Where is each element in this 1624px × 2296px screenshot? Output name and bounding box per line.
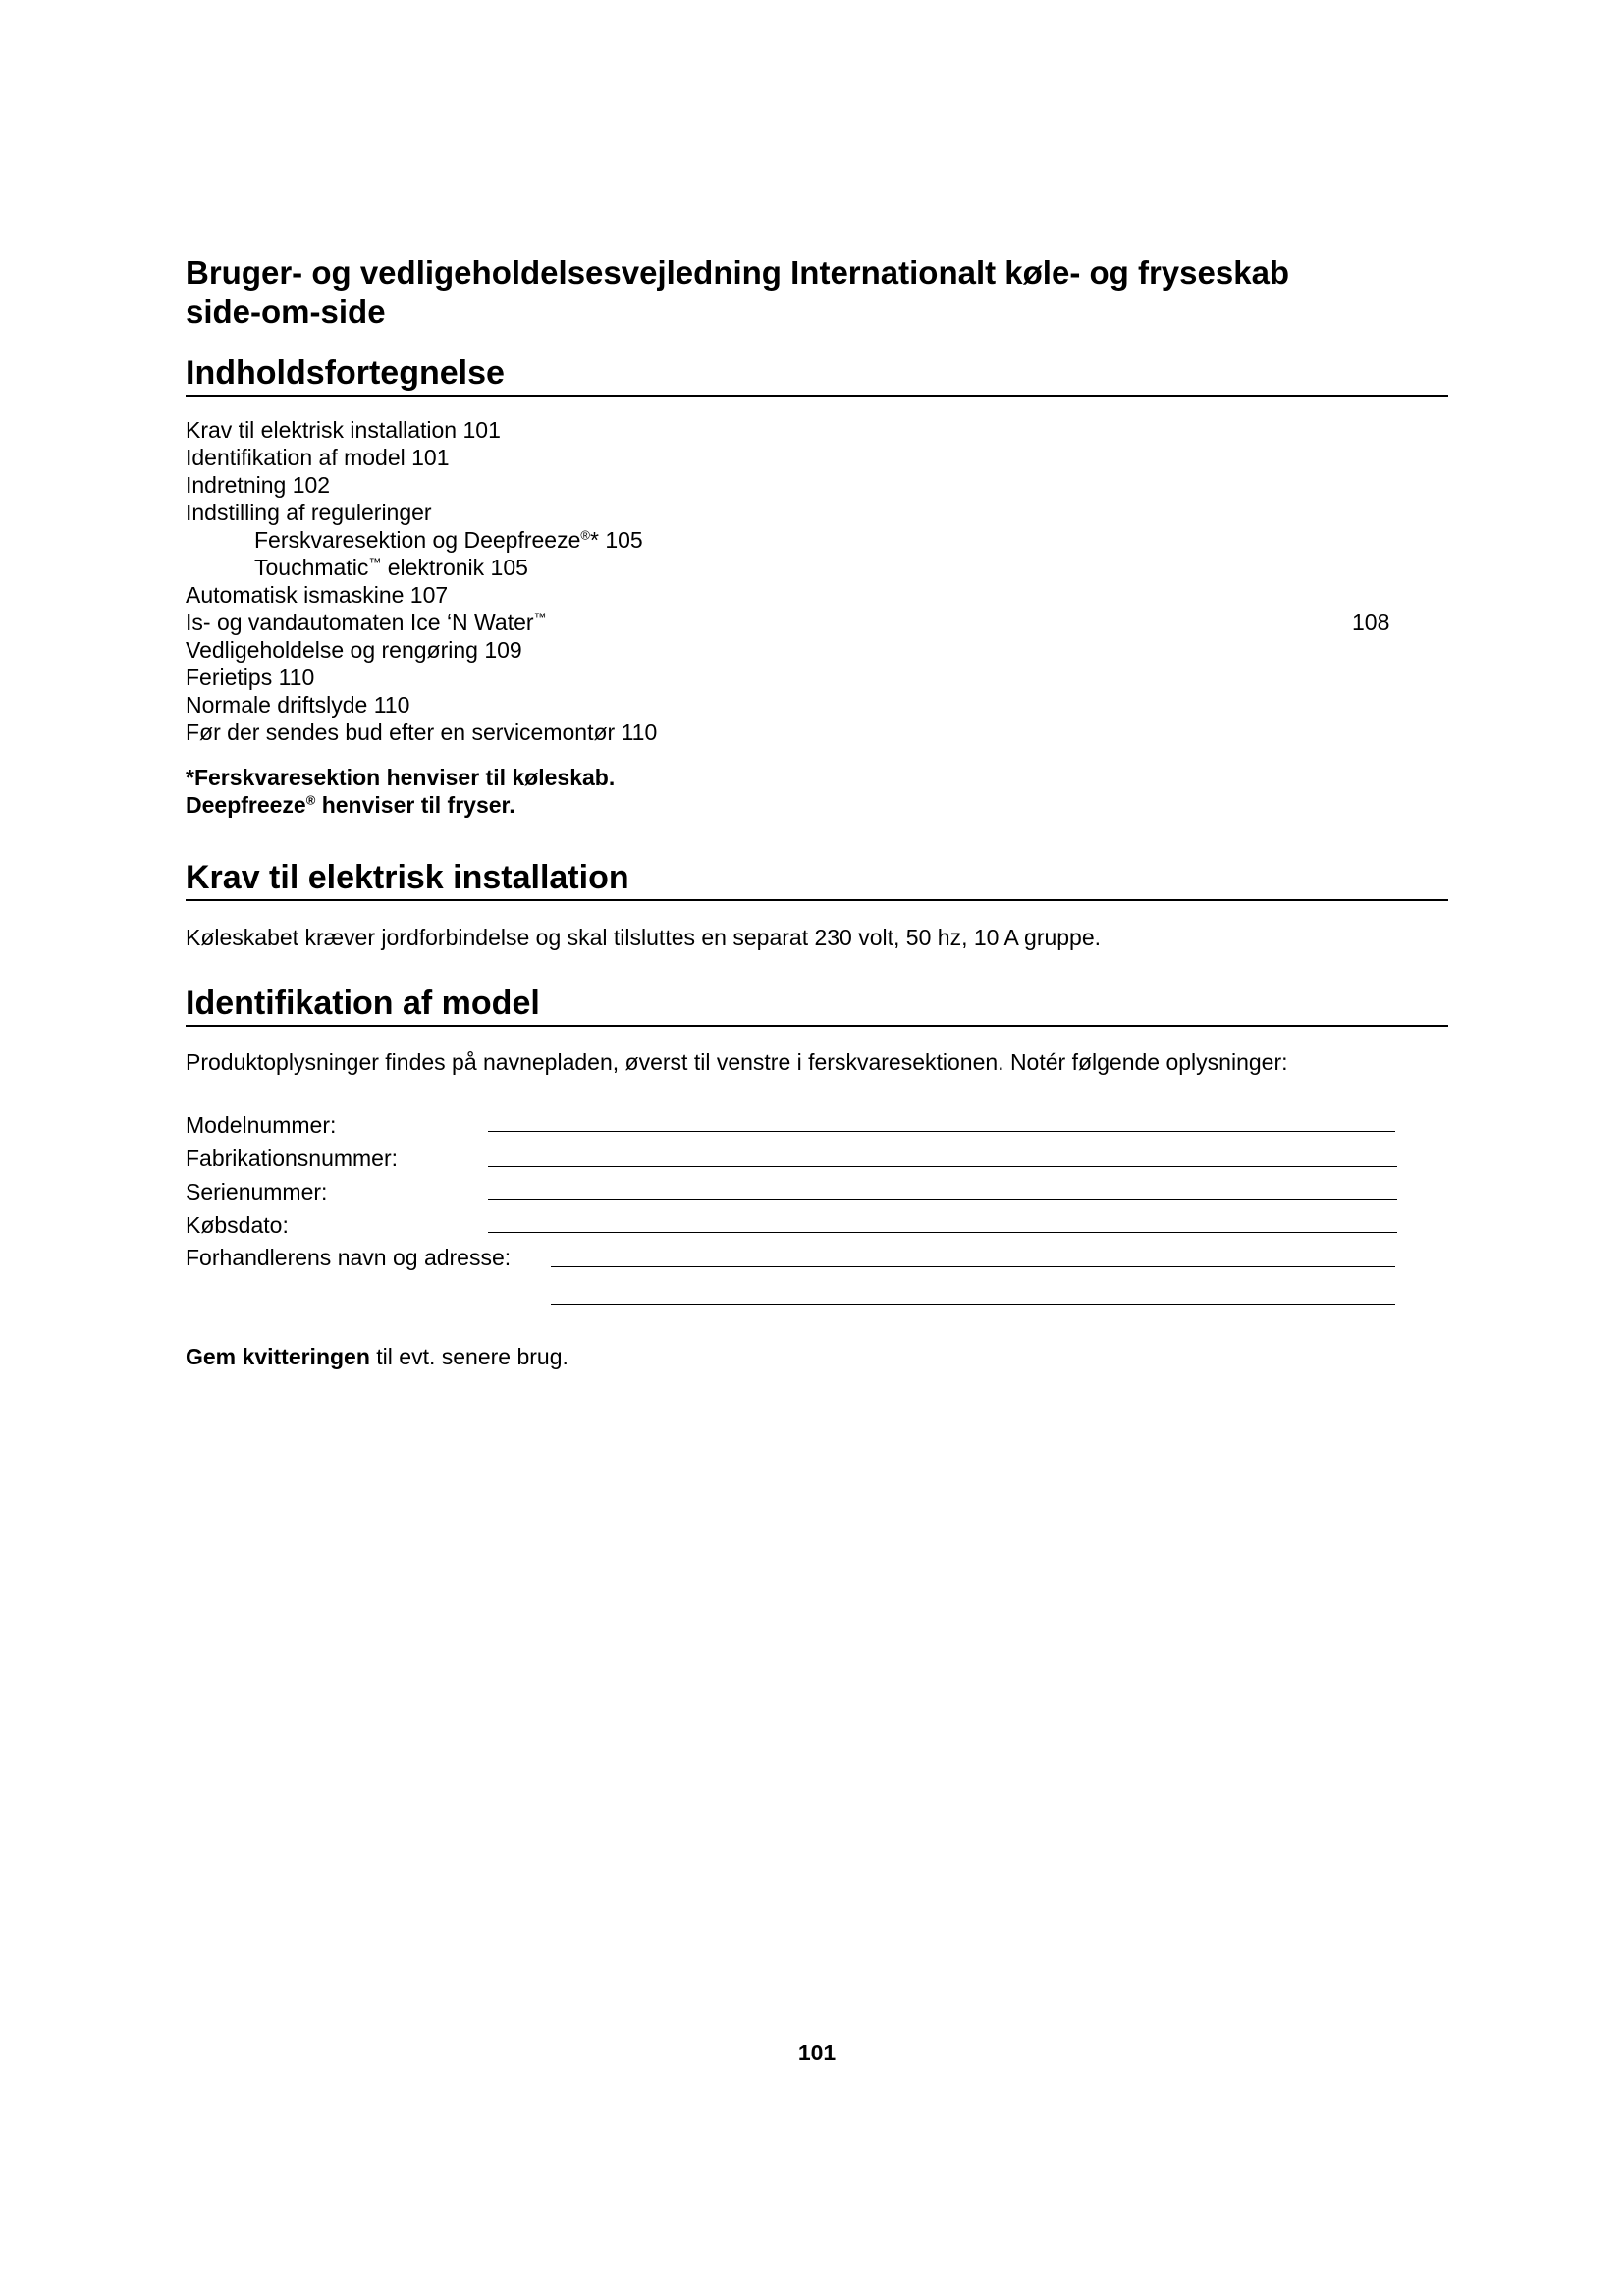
- serial-number-field[interactable]: [488, 1199, 1397, 1200]
- toc-item[interactable]: Før der sendes bud efter en servicemontør 110: [186, 720, 658, 745]
- toc-item[interactable]: Identifikation af model 101: [186, 445, 450, 470]
- receipt-note: Gem kvitteringen til evt. senere brug.: [186, 1344, 568, 1369]
- electrical-text: Køleskabet kræver jordforbindelse og skal tilsluttes en separat 230 volt, 50 hz, 10 A gruppe.: [186, 925, 1102, 950]
- toc-item[interactable]: Automatisk ismaskine 107: [186, 582, 449, 608]
- field-label: Serienummer:: [186, 1179, 328, 1204]
- toc-item[interactable]: Krav til elektrisk installation 101: [186, 417, 501, 443]
- field-label: Modelnummer:: [186, 1112, 337, 1138]
- document-page: [186, 0, 1448, 2296]
- field-label: Fabrikationsnummer:: [186, 1146, 399, 1171]
- toc-item[interactable]: Normale driftslyde 110: [186, 692, 410, 718]
- serial-number-row: [186, 1178, 327, 1207]
- identification-intro: Produktoplysninger findes på navnepladen, øverst til venstre i ferskvaresektionen. Notér følgende oplysninger:: [186, 1049, 1288, 1075]
- field-label: Købsdato:: [186, 1212, 289, 1238]
- document-title: Bruger- og vedligeholdelsesvejledning Internationalt køle- og fryseskab side-om-side: [186, 254, 1290, 330]
- dealer-address-field[interactable]: [551, 1304, 1395, 1305]
- dealer-row: [186, 1244, 511, 1273]
- dealer-name-field[interactable]: [551, 1266, 1395, 1267]
- model-number-row: [186, 1111, 336, 1141]
- manufacturing-number-row: [186, 1145, 398, 1174]
- toc-footnote: [186, 764, 615, 819]
- field-label: Forhandlerens navn og adresse:: [186, 1245, 512, 1270]
- electrical-heading: Krav til elektrisk installation: [186, 858, 1448, 901]
- toc-item[interactable]: Indretning 102: [186, 472, 331, 498]
- toc-item[interactable]: Vedligeholdelse og rengøring 109: [186, 637, 522, 663]
- manufacturing-number-field[interactable]: [488, 1166, 1397, 1167]
- toc-subitem[interactable]: Ferskvaresektion og Deepfreeze®* 105: [254, 527, 643, 553]
- page-number: 101: [797, 2040, 837, 2065]
- toc-item[interactable]: Ferietips 110: [186, 665, 315, 690]
- identification-heading: Identifikation af model: [186, 984, 1448, 1027]
- purchase-date-row: [186, 1211, 289, 1241]
- footnote-line-2: Deepfreeze® henviser til fryser.: [186, 792, 515, 818]
- model-number-field[interactable]: [488, 1131, 1395, 1132]
- purchase-date-field[interactable]: [488, 1232, 1397, 1233]
- toc-subitem[interactable]: Touchmatic™ elektronik 105: [254, 555, 528, 580]
- toc-item[interactable]: Is- og vandautomaten Ice ‘N Water™ 108: [186, 610, 1390, 635]
- toc-heading: Indholdsfortegnelse: [186, 353, 1448, 397]
- footnote-line-1: *Ferskvaresektion henviser til køleskab.: [186, 765, 616, 790]
- toc-item[interactable]: Indstilling af reguleringer: [186, 500, 432, 525]
- toc-page-number: 108: [1352, 610, 1390, 635]
- toc-list: [186, 416, 1448, 746]
